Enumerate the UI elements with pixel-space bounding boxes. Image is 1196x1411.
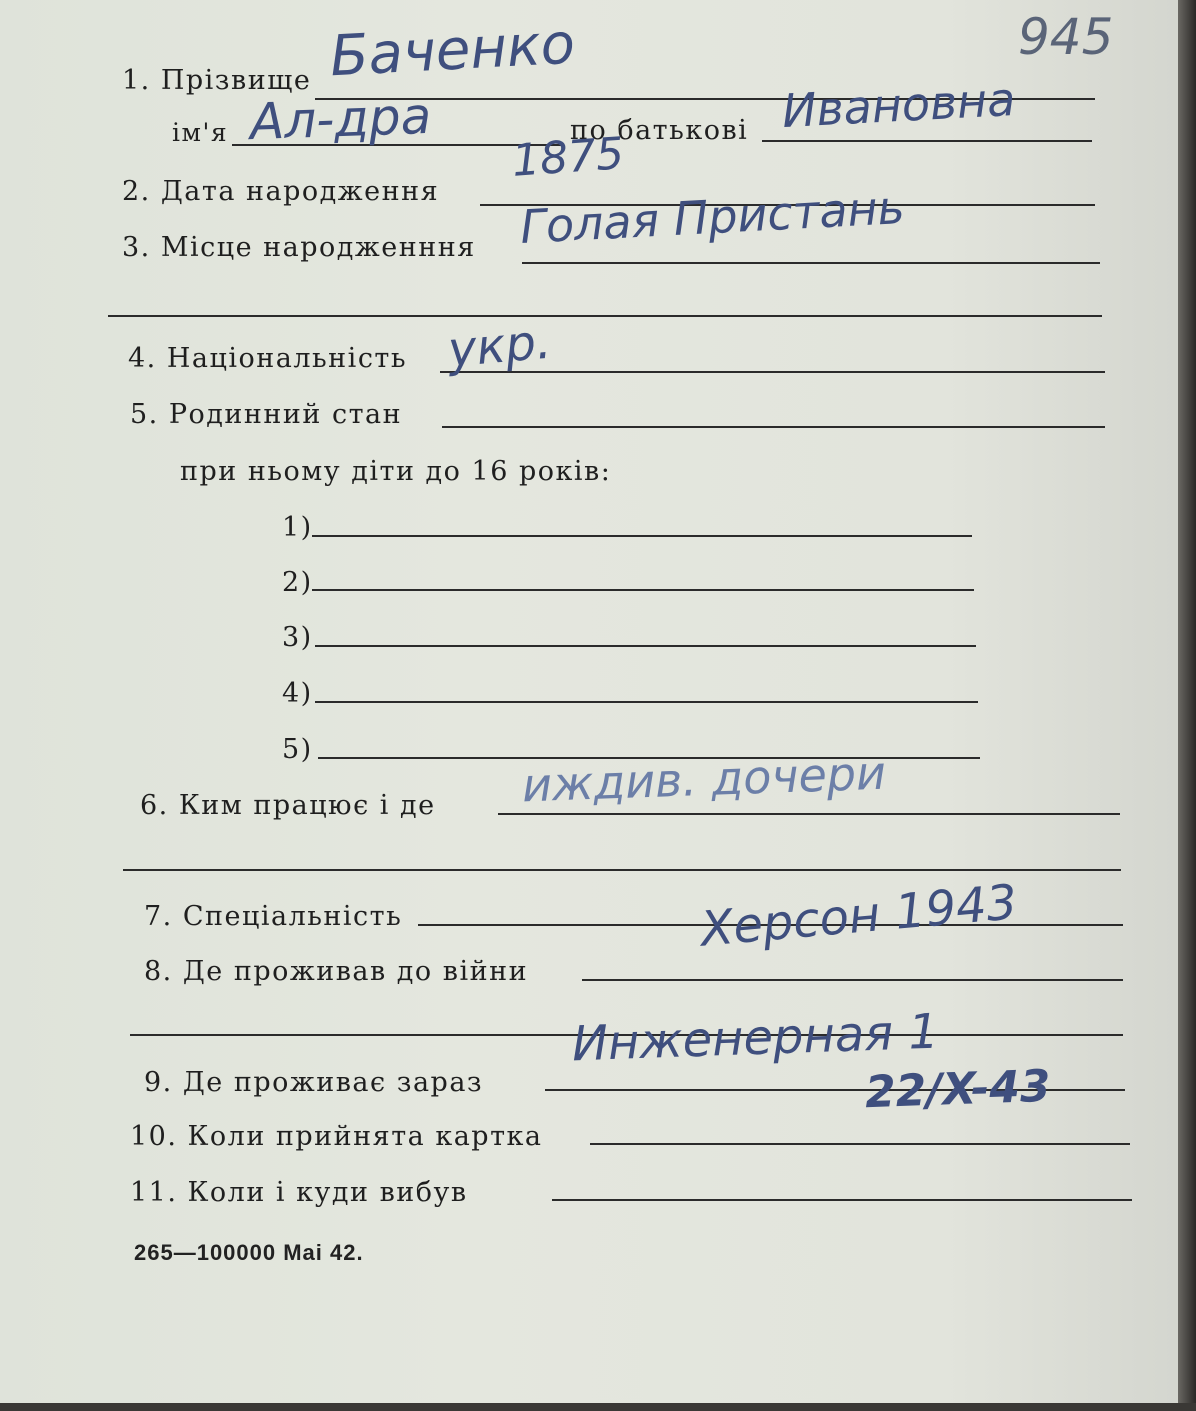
label-child-5: 5) <box>282 734 313 765</box>
handwritten-patronymic: Ивановна <box>780 71 1017 139</box>
line-birth-place <box>522 262 1100 264</box>
print-code: 265—100000 Mai 42. <box>134 1240 364 1265</box>
line-work <box>498 813 1120 815</box>
line-birth-place-2 <box>108 315 1102 317</box>
bottom-edge <box>0 1403 1196 1411</box>
label-current-residence: 9. Де проживає зараз <box>144 1067 484 1098</box>
label-surname: 1. Прізвище <box>122 65 312 96</box>
label-child-4: 4) <box>282 678 313 709</box>
handwritten-current: Инженерная 1 <box>571 1003 940 1073</box>
label-patronymic: по батькові <box>570 115 749 146</box>
label-departure: 11. Коли і куди вибув <box>130 1177 468 1208</box>
handwritten-accepted: 22/X-43 <box>864 1060 1052 1119</box>
label-birth-date: 2. Дата народження <box>122 176 440 207</box>
handwritten-surname: Баченко <box>328 11 577 90</box>
label-card-accepted: 10. Коли прийнята картка <box>130 1121 543 1152</box>
handwritten-number: 945 <box>1018 8 1114 66</box>
label-child-1: 1) <box>282 512 313 543</box>
line-card-accepted <box>590 1143 1130 1145</box>
handwritten-birthplace: Голая Пристань <box>518 179 906 255</box>
line-child-1 <box>312 535 972 537</box>
handwritten-nationality: укр. <box>445 313 554 379</box>
label-speciality: 7. Спеціальність <box>144 901 403 932</box>
label-name: ім'я <box>172 118 229 147</box>
label-family-status: 5. Родинний стан <box>130 399 403 430</box>
handwritten-birth-year: 1875 <box>510 128 626 187</box>
line-child-3 <box>315 645 976 647</box>
label-child-3: 3) <box>282 622 313 653</box>
label-prewar-residence: 8. Де проживав до війни <box>144 956 529 987</box>
label-work: 6. Ким працює і де <box>140 790 436 821</box>
label-nationality: 4. Національність <box>128 343 408 374</box>
line-work-2 <box>123 869 1121 871</box>
handwritten-name: Ал-дра <box>249 86 433 152</box>
line-family-status <box>442 426 1105 428</box>
line-child-4 <box>315 701 978 703</box>
edge-shadow <box>1178 0 1196 1411</box>
line-child-2 <box>312 589 974 591</box>
line-nationality <box>440 371 1105 373</box>
label-birth-place: 3. Місце народженння <box>122 232 476 263</box>
label-child-2: 2) <box>282 567 313 598</box>
line-patronymic <box>762 140 1092 142</box>
line-departure <box>552 1199 1132 1201</box>
handwritten-work: иждив. дочери <box>521 745 887 813</box>
handwritten-prewar: Херсон 1943 <box>698 874 1020 958</box>
line-prewar-residence <box>582 979 1123 981</box>
label-children: при ньому діти до 16 років: <box>180 456 612 487</box>
